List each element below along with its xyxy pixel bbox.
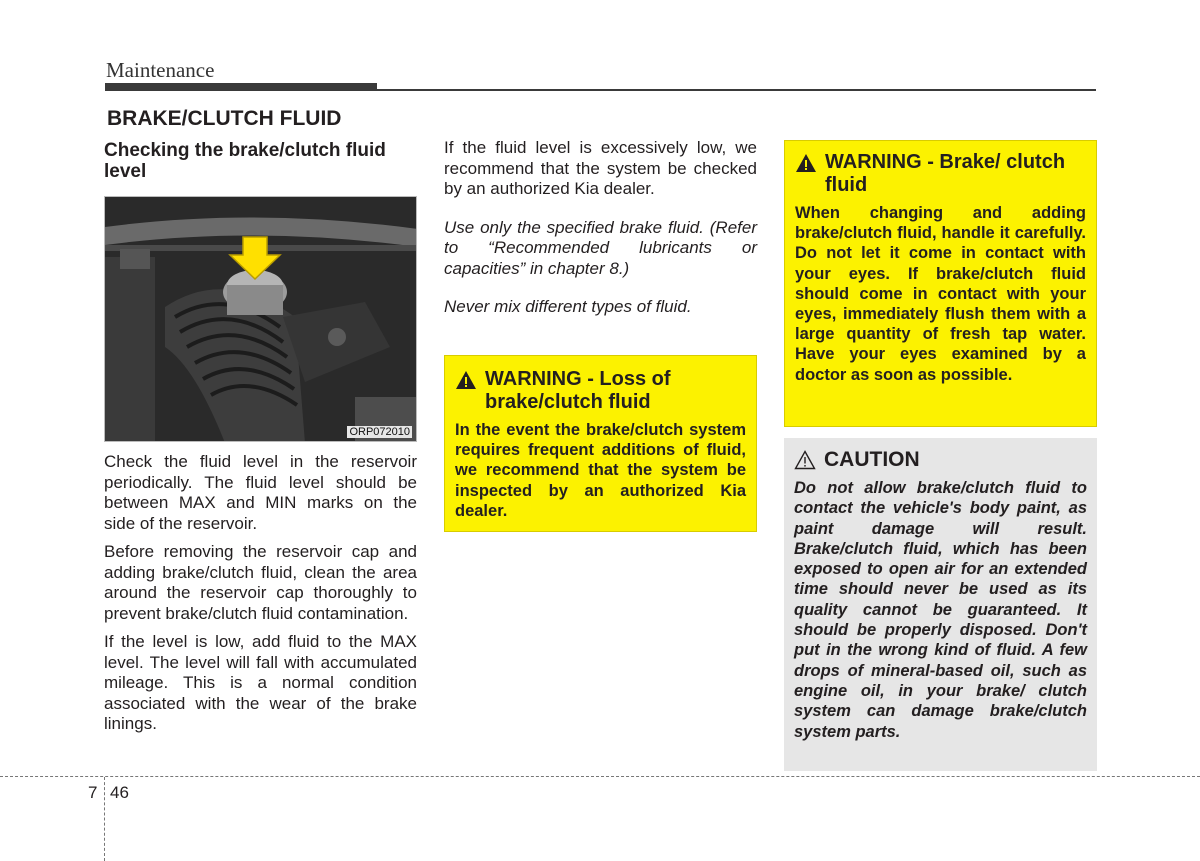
paragraph: Before removing the reservoir cap and adding brake/clutch fluid, clean the area around the reservoir cap thoroughly to prevent brake/clutch fluid contamination.: [104, 542, 417, 623]
section-title: BRAKE/CLUTCH FLUID: [107, 107, 342, 130]
paragraph: Check the fluid level in the reservoir periodically. The fluid level should be between MAX and MIN marks on the side of the reservoir.: [104, 452, 417, 533]
page-number: 46: [110, 783, 129, 802]
figure-code: ORP072010: [349, 426, 410, 438]
engine-bay-illustration: [105, 197, 417, 442]
sub-heading: Checking the brake/clutch fluid level: [104, 140, 386, 182]
column2-text: [444, 138, 757, 336]
header-rule: [105, 89, 1096, 91]
paragraph: Never mix different types of fluid.: [444, 297, 692, 316]
caution-title: CAUTION: [824, 448, 920, 471]
warning-title: WARNING - Brake/ clutch fluid: [825, 151, 1066, 196]
footer-divider: [104, 777, 105, 861]
caution-box: [784, 438, 1097, 771]
caution-icon: [794, 450, 816, 470]
running-header: Maintenance: [106, 58, 215, 82]
warning-body: In the event the brake/clutch system requires frequent additions of fluid, we recommend that the system be inspected by an authorized Kia dealer.: [455, 421, 746, 520]
warning-body: When changing and adding brake/clutch fluid, handle it carefully. Do not let it come in contact with your eyes. If brake/clutch fluid should come in contact with your eyes, immediately flush them with a large quantity of fresh tap water. Have your eyes examined by a doctor as soon as possible.: [795, 204, 1086, 384]
warning-icon: [795, 153, 817, 173]
warning-title: WARNING - Loss of brake/clutch fluid: [485, 368, 671, 413]
column1-text: [104, 452, 417, 743]
paragraph: Use only the specified brake fluid. (Refer to “Recommended lubricants or capacities” in chapter 8.): [444, 217, 757, 278]
warning-fluid-box: [784, 140, 1097, 427]
paragraph: If the level is low, add fluid to the MAX level. The level will fall with accumulated mileage. This is a normal condition associated with the wear of the brake linings.: [104, 632, 417, 733]
paragraph: If the fluid level is excessively low, we recommend that the system be checked by an authorized Kia dealer.: [444, 138, 757, 198]
engine-bay-photo: [104, 196, 417, 442]
caution-body: Do not allow brake/clutch fluid to contact the vehicle's body paint, as paint damage will result. Brake/clutch fluid, which has been exposed to open air for an extended time should never be used as its quality cannot be guaranteed. It should be properly disposed. Don't put in the wrong kind of fluid. A few drops of mineral-based oil, such as engine oil, in your brake/ clutch system can damage brake/clutch system parts.: [794, 479, 1087, 741]
footer-rule: [0, 776, 1200, 777]
warning-loss-box: [444, 355, 757, 532]
chapter-number: 7: [88, 783, 98, 802]
warning-icon: [455, 370, 477, 390]
